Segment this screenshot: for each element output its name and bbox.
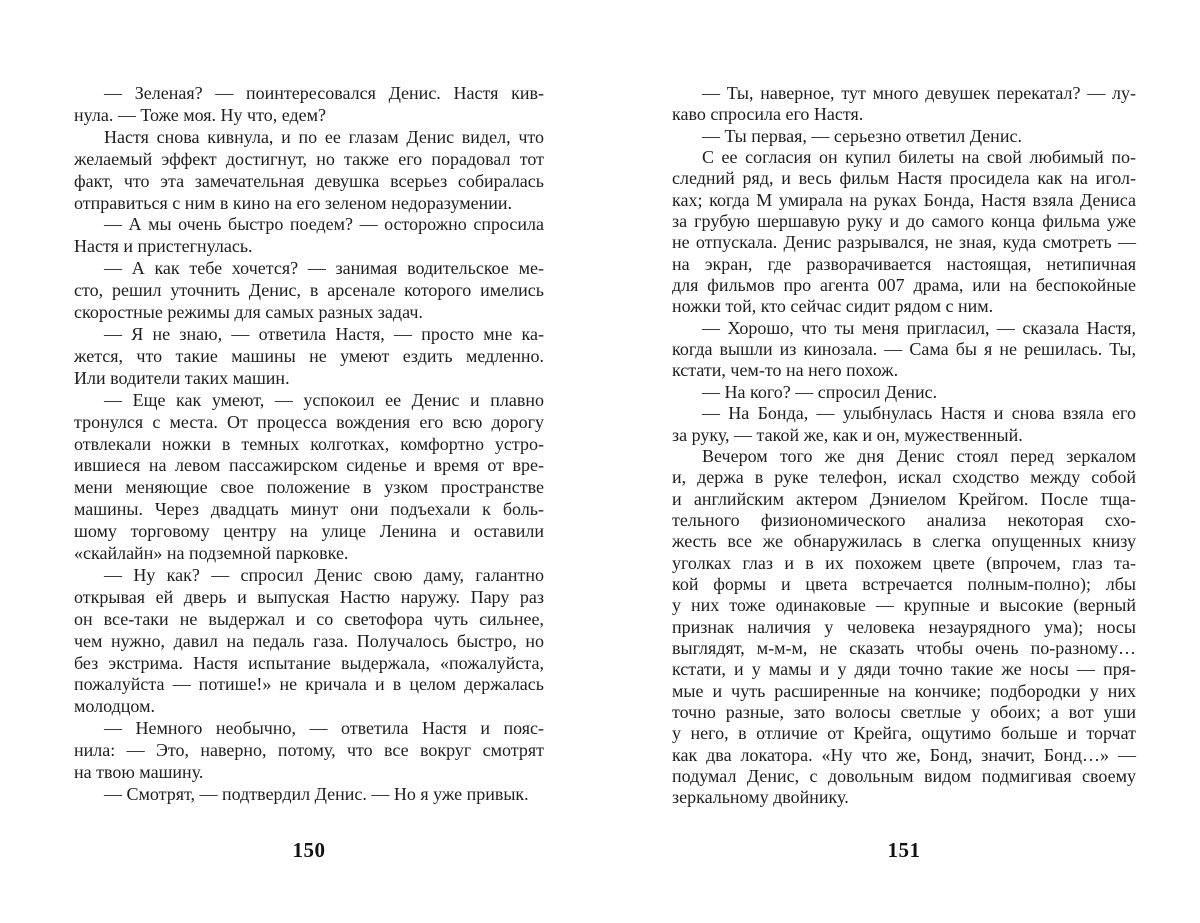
text-line: за руку, — такой же, как и он, мужественный. [672,424,1023,445]
text-line: ножки той, кто сейчас сидит рядом с ним. [672,296,994,317]
text-line: — Еще как умеют, — успокоил ее Денис и плавно [104,389,544,410]
paragraph [672,318,1136,382]
page-right-text [672,83,1136,809]
text-line: без экстрима. Настя испытание выдержала, «пожалуйста, [74,652,544,673]
text-line: подумал Денис, с довольным видом подмигивая своему [672,766,1136,786]
text-line: когда вышли из кинозала. — Сама бы я не решилась. Ты, [672,339,1136,360]
paragraph [672,83,1136,126]
text-line: шому торговому центру на улице Ленина и оставили [74,521,544,542]
text-line: С ее согласия он купил билеты на свой любимый по- [702,147,1136,168]
text-line: отправиться с ним в кино на его зеленом недоразумении. [74,192,512,213]
text-line: нула. — Тоже моя. Ну что, едем? [74,104,326,125]
text-line: — Зеленая? — поинтересовался Денис. Настя кив- [104,83,544,103]
text-line: — На кого? — спросил Денис. [702,381,938,402]
text-line: жесть все же обнаружилась в слегка опущенных книзу [672,531,1136,552]
paragraph [74,718,544,784]
page-number-left: 150 [292,838,326,862]
text-line: следний ряд, и весь фильм Настя просидела как на игол- [672,168,1136,189]
page-left-text [74,83,544,806]
text-line: жется, что такие машины не умеют ездить медленно. [74,345,544,366]
text-line: сто, решил уточнить Денис, в арсенале которого имелись [74,280,544,301]
paragraph [672,382,1136,403]
text-line: и английским актером Дэниелом Крейгом. После тща- [672,488,1136,509]
text-line: каво спросила его Настя. [672,104,864,125]
paragraph [74,324,544,390]
text-line: для фильмов про агента 007 драма, или на беспокойные [672,275,1136,296]
paragraph [74,784,544,806]
page-right [672,0,1136,923]
text-line: — Ты, наверное, тут много девушек перекатал? — лу- [702,83,1136,103]
text-line: желаемый эффект достигнут, но также его порадовал тот [74,148,544,169]
text-line: за грубую шершавую руку и до самого конца фильма уже [672,211,1136,232]
text-line: открывая ей дверь и выпуская Настю наружу. Пару раз [74,586,544,607]
text-line: факт, что эта замечательная девушка всерьез собиралась [74,170,544,191]
text-line: Или водители таких машин. [74,367,290,388]
text-line: тронулся с места. От процесса вождения его всю дорогу [74,411,544,432]
paragraph [672,147,1136,318]
text-line: нила: — Это, наверно, потому, что все вокруг смотрят [74,740,544,761]
text-line: Настя и пристегнулась. [74,236,253,257]
paragraph [74,214,544,258]
text-line: у них тоже одинаковые — крупные и высокие (верный [672,595,1136,616]
text-line: молодцом. [74,696,155,717]
paragraph [74,390,544,565]
text-line: ках; когда М умирала на руках Бонда, Настя взяла Дениса [672,189,1136,210]
text-line: чем нужно, давил на педаль газа. Получалось быстро, но [74,630,544,651]
text-line: — Смотрят, — подтвердил Денис. — Но я уже привык. [104,784,529,804]
text-line: Настя снова кивнула, и по ее глазам Денис видел, что [104,126,544,147]
paragraph [74,565,544,718]
paragraph [672,446,1136,809]
text-line: не отпускала. Денис разрывался, не зная, куда смотреть — [672,232,1136,253]
text-line: пожалуйста — потише!» не кричала и в целом держалась [74,674,544,695]
text-line: отвлекали ножки в темных колготках, комфортно устро- [74,433,544,454]
text-line: у него, в отличие от Крейга, ощутимо больше и торчат [672,723,1136,744]
text-line: тельного физиономического анализа некоторая схо- [672,509,1136,530]
text-line: зеркальному двойнику. [672,787,849,808]
text-line: кстати, чем-то на него похож. [672,360,899,381]
text-line: кой формы и цвета встречается полным-полно); лбы [672,573,1136,594]
text-line: на твою машину. [74,762,204,783]
text-line: мые и чуть расширенные на кончике; подбородки у них [672,680,1136,701]
text-line: точно разные, зато волосы светлые у обоих; а вот уши [672,701,1136,722]
paragraph [672,126,1136,147]
text-line: и, держа в руке телефон, искал сходство между собой [672,467,1136,488]
paragraph [74,127,544,215]
text-line: Вечером того же дня Денис стоял перед зеркалом [702,445,1136,466]
paragraph [74,83,544,127]
page-left [74,0,544,923]
text-line: — А как тебе хочется? — занимая водительское ме- [104,258,544,279]
page-number-right: 151 [887,838,921,862]
text-line: — Я не знаю, — ответила Настя, — просто мне ка- [104,323,544,344]
text-line: кстати, и у мамы и у дяди точно такие же носы — пря- [672,659,1136,680]
text-line: — Ну как? — спросил Денис свою даму, галантно [104,564,544,585]
text-line: уголках глаз и в их похожем цвете (впрочем, глаз та- [672,552,1136,573]
text-line: скоростные режимы для самых разных задач. [74,302,423,323]
text-line: как два локатора. «Ну что же, Бонд, значит, Бонд…» — [672,744,1136,765]
paragraph [672,403,1136,446]
text-line: признак наличия у человека незаурядного ума); носы [672,616,1136,637]
text-line: «скайлайн» на подземной парковке. [74,543,349,564]
text-line: мени меняющие свое положение в узком пространстве [74,477,544,498]
text-line: — Ты первая, — серьезно ответил Денис. [702,125,1022,146]
text-line: — Немного необычно, — ответила Настя и пояс- [104,718,544,739]
text-line: — А мы очень быстро поедем? — осторожно спросила [104,214,544,235]
text-line: на экран, где разворачивается настоящая, нетипичная [672,253,1136,274]
text-line: машины. Через двадцать минут они подъехали к боль- [74,499,544,520]
text-line: он все-таки не выдержал и со светофора чуть сильнее, [74,608,544,629]
text-line: выглядят, м-м-м, не сказать чтобы очень по-разному… [672,637,1136,658]
paragraph [74,258,544,324]
text-line: — Хорошо, что ты меня пригласил, — сказала Настя, [702,317,1136,338]
text-line: ившиеся на левом пассажирском сиденье и время от вре- [74,455,544,476]
text-line: — На Бонда, — улыбнулась Настя и снова взяла его [702,403,1136,424]
